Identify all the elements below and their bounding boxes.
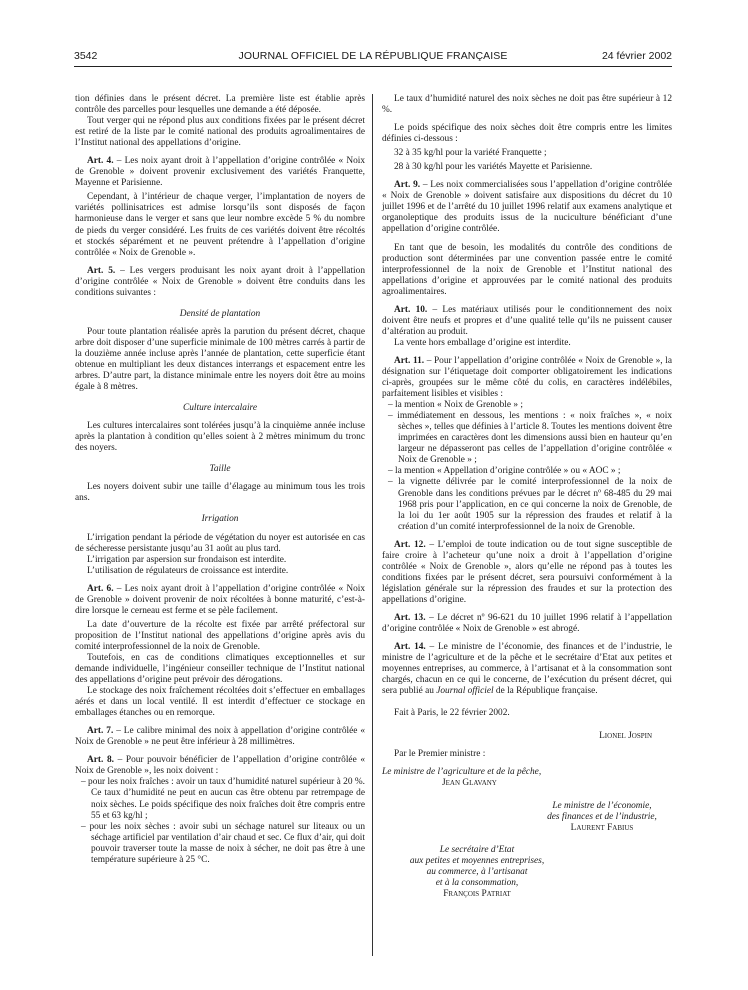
paragraph: Le poids spécifique des noix sèches doit être compris entre les limites définies ci-dessous : (382, 123, 672, 145)
paragraph: L’irrigation pendant la période de végétation du noyer est autorisée en cas de sécheresse persistante jusqu’au 31 août au plus tard. (75, 532, 365, 554)
article-14 (382, 642, 672, 697)
paragraph: 28 à 30 kg/hl pour les variétés Mayette et Parisienne. (394, 162, 593, 173)
paragraph: La vente hors emballage d’origine est interdite. (394, 337, 571, 348)
paragraph: L’utilisation de régulateurs de croissance est interdite. (87, 565, 289, 576)
secretary-name: François Patriat (443, 888, 511, 899)
list-item: – pour les noix sèches : avoir subi un séchage naturel sur liteaux ou un séchage artificiel par ventilation d’air chaud et sec. Ce flux d’air, qui doit pouvoir traverser toute la masse de noix à sécher, ne doit pas être à une température supérieure à 25 °C. (81, 821, 365, 865)
page-header (74, 50, 672, 64)
journal-officiel-ref: Journal officiel (436, 686, 494, 697)
article-label: Art. 7. (87, 726, 114, 737)
paragraph: tion définies dans le présent décret. La première liste est établie après contrôle des parcelles pour lesquelles une demande a été déposée. (75, 94, 365, 116)
list-item: – la vignette délivrée par le comité interprofessionnel de la noix de Grenoble dans les conditions prévues par le décret nº 68-485 du 29 mai 1968 pris pour l’application, en ce qui concerne la noix de Grenoble, de la loi du 1er août 1905 sur la répression des fraudes et relatif à la création d’un comité interprofessionnel de la noix de Grenoble. (388, 477, 672, 532)
secretary-title: et à la consommation, (435, 877, 519, 888)
article-12 (382, 540, 672, 606)
article-label: Art. 12. (394, 539, 426, 550)
paragraph: Le taux d’humidité naturel des noix sèches ne doit pas être supérieur à 12 %. (382, 94, 672, 116)
article-label: Art. 5. (87, 265, 116, 276)
section-heading-densite: Densité de plantation (179, 308, 261, 319)
paragraph: La date d’ouverture de la récolte est fixée par arrêté préfectoral sur proposition de l’Institut national des appellations d’origine après avis du comité interprofessionnel de la noix de Grenoble. (75, 619, 365, 652)
article-8 (75, 755, 365, 777)
article-label: Art. 11. (394, 355, 425, 366)
publication-date: 24 février 2002 (601, 50, 672, 62)
article-10 (382, 305, 672, 338)
minister-name: Laurent Fabius (570, 822, 634, 833)
article-text: de la République française. (493, 686, 598, 697)
article-6 (75, 584, 365, 617)
paragraph: Le stockage des noix fraîchement récoltées doit s’effectuer en emballages aérés et dans un local ventilé. Il est interdit d’effectuer ce stockage en emballages étanches ou en remorque. (75, 686, 365, 719)
article-text: – Les noix ayant droit à l’appellation d’origine contrôlée « Noix de Grenoble » doivent provenir de noix récoltées à bonne maturité, c’est-à-dire lorsque le cerneau est ferme et se pèle facilement. (75, 583, 366, 616)
column-divider (372, 94, 373, 956)
article-text: – Les noix commercialisées sous l’appellation d’origine contrôlée « Noix de Grenoble » doivent satisfaire aux dispositions du décret du 10 juillet 1996 et de l’arrêté du 10 juillet 1996 relatif aux examens analytique et organoleptique des produits issus de la nuciculture bénéficiant d’une appellation d’origine contrôlée. (382, 180, 673, 235)
paragraph: Pour toute plantation réalisée après la parution du présent décret, chaque arbre doit disposer d’une superficie minimale de 100 mètres carrés à partir de la douzième année incluse après l’année de plantation, cette superficie étant obtenue en multipliant les deux distances interrangs et espacement entre les arbres. D’autre part, la distance minimale entre les noyers doit être au moins égale à 8 mètres. (75, 326, 365, 393)
article-text: – Les noix ayant droit à l’appellation d’origine contrôlée « Noix de Grenoble » doivent provenir exclusivement des variétés Franquette, Mayenne et Parisienne. (75, 156, 366, 189)
right-column (382, 94, 672, 900)
signature-date: Fait à Paris, le 22 février 2002. (394, 708, 510, 719)
paragraph: En tant que de besoin, les modalités du contrôle des conditions de production sont déterminées par une convention passée entre le comité interprofessionnel de la noix de Grenoble et l’Institut national des appellations d’origine et approuvées par le comité national des produits agroalimentaires. (382, 242, 672, 297)
secretary-of-state (382, 845, 572, 900)
section-heading-irrigation: Irrigation (201, 514, 239, 525)
article-text: – L’emploi de toute indication ou de tout signe susceptible de faire croire à l’acheteur qu’une noix a droit à l’appellation d’origine contrôlée « Noix de Grenoble », alors qu’elle ne répond pas à toutes les conditions fixées par le présent décret, sera poursuivi conformément à la législation générale sur la répression des fraudes et sur la protection des appellations d’origine. (382, 539, 673, 605)
article-text: – Pour l’appellation d’origine contrôlée « Noix de Grenoble », la désignation sur l’étiquetage doit comporter obligatoirement les indications ci-après, groupées sur le même côté du colis, en caractères indélébiles, parfaitement lisibles et visibles : (382, 355, 672, 400)
par-premier-ministre: Par le Premier ministre : (394, 749, 486, 760)
minister-name: Jean Glavany (442, 778, 497, 789)
article-text: – Le ministre de l’économie, des finances et de l’industrie, le ministre de l’agriculture et de la pêche et le secrétaire d’Etat aux petites et moyennes entreprises, au commerce, à l’artisanat et à la consommation sont chargés, chacun en ce qui le concerne, de l’exécution du présent décret, qui sera publié au (382, 642, 672, 697)
article-13 (382, 613, 672, 635)
article-label: Art. 8. (87, 755, 114, 766)
section-heading-taille: Taille (209, 464, 231, 475)
minister-title: Le ministre de l’agriculture et de la pêche, (382, 767, 542, 778)
article-text: – Le calibre minimal des noix à appellation d’origine contrôlée « Noix de Grenoble » ne peut être inférieur à 28 millimètres. (75, 726, 365, 748)
page-number: 3542 (74, 50, 98, 62)
secretary-title: aux petites et moyennes entreprises, (409, 855, 545, 866)
article-5 (75, 266, 365, 299)
list-item: – pour les noix fraîches : avoir un taux d’humidité naturel supérieur à 20 %. Ce taux d’humidité ne peut en aucun cas être obtenu par retrempage de noix sèches. Le poids spécifique des noix fraîches doit être compris entre 55 et 63 kg/hl ; (81, 777, 365, 821)
article-text: – Le décret nº 96-621 du 10 juillet 1996 relatif à l’appellation d’origine contrôlée « Noix de Grenoble » est abrogé. (382, 612, 672, 635)
paragraph: Toutefois, en cas de conditions climatiques exceptionnelles et sur demande individuelle, l’ingénieur conseiller technique de l’Institut national des appellations d’origine peut prévoir des dérogations. (75, 652, 365, 686)
list-item: – la mention « Appellation d’origine contrôlée » ou « AOC » ; (388, 466, 621, 477)
header-rule (74, 66, 672, 67)
minister-title: Le ministre de l’économie, (552, 800, 652, 811)
paragraph: Les noyers doivent subir une taille d’élagage au minimum tous les trois ans. (75, 482, 365, 504)
article-9 (382, 180, 672, 235)
article-text: – Les vergers produisant les noix ayant droit à l’appellation d’origine contrôlée « Noix de Grenoble » doivent être conduits dans les conditions suivantes : (75, 265, 365, 298)
secretary-title: au commerce, à l’artisanat (426, 866, 528, 877)
paragraph: Tout verger qui ne répond plus aux conditions fixées par le présent décret est retiré de la liste par le comité national des produits agroalimentaires de l’Institut national des appellations d’origine. (75, 116, 365, 149)
article-4 (75, 156, 365, 189)
article-7 (75, 726, 365, 748)
left-column (75, 94, 365, 866)
list-item: – immédiatement en dessous, les mentions : « noix fraîches », « noix sèches », telles que définies à l’article 8. Toutes les mentions doivent être imprimées en caractères dont les dimensions aussi bien en hauteur qu’en largeur ne dépasseront pas celles de l’appellation d’origine contrôlée « Noix de Grenoble » ; (388, 411, 672, 466)
article-label: Art. 13. (394, 612, 426, 623)
article-label: Art. 10. (394, 304, 428, 315)
minister-economy (382, 801, 672, 834)
minister-title: des finances et de l’industrie, (547, 811, 657, 822)
section-heading-culture: Culture intercalaire (183, 403, 257, 414)
list-item: – la mention « Noix de Grenoble » ; (388, 400, 523, 411)
minister-agriculture (382, 767, 672, 789)
paragraph: Les cultures intercalaires sont tolérées jusqu’à la cinquième année incluse après la plantation à condition qu’elles soient à 2 mètres minimum du tronc des noyers. (75, 421, 365, 454)
paragraph: Cependant, à l’intérieur de chaque verger, l’implantation de noyers de variétés pollinisatrices est admise lorsqu’ils sont disposés de façon harmonieuse dans le verger et sans que leur nombre excède 5 % du nombre de pieds du verger considéré. Les fruits de ces variétés doivent être récoltés et stockés séparément et ne peuvent prétendre à l’appellation d’origine contrôlée « Noix de Grenoble ». (75, 192, 365, 258)
article-text: – Pour pouvoir bénéficier de l’appellation d’origine contrôlée « Noix de Grenoble », les noix doivent : (75, 755, 366, 777)
article-label: Art. 6. (87, 583, 114, 594)
article-label: Art. 9. (394, 180, 421, 191)
article-text: – Les matériaux utilisés pour le conditionnement des noix doivent être neufs et propres et d’une qualité telle qu’ils ne puissent causer d’altération au produit. (382, 304, 672, 337)
article-11 (382, 356, 672, 400)
journal-title: JOURNAL OFFICIEL DE LA RÉPUBLIQUE FRANÇAISE (238, 50, 508, 62)
article-label: Art. 14. (394, 642, 426, 653)
article-label: Art. 4. (87, 156, 114, 167)
signatory-pm: Lionel Jospin (599, 731, 652, 742)
secretary-title: Le secrétaire d’Etat (439, 844, 515, 855)
paragraph: L’irrigation par aspersion sur frondaison est interdite. (87, 554, 287, 565)
paragraph: 32 à 35 kg/hl pour la variété Franquette ; (394, 148, 547, 159)
